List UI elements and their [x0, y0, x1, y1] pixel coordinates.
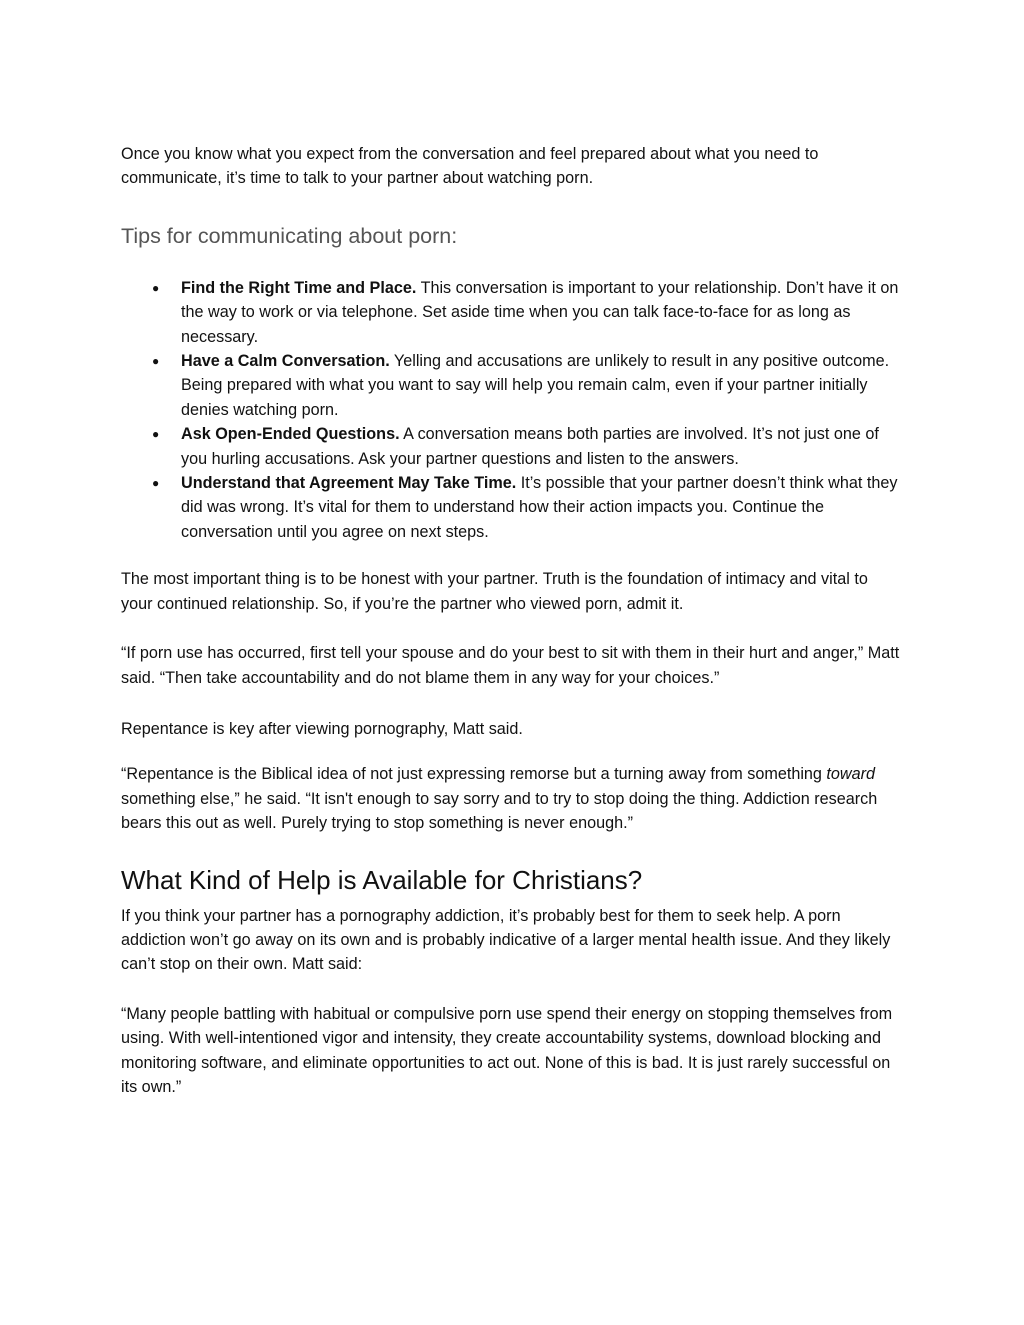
bullet-icon: ● [152, 427, 160, 442]
quote-paragraph-accountability: “If porn use has occurred, first tell your spouse and do your best to sit with them in their hurt and anger,” Matt said. “Then take accountability and do not blame them in any way for your choices.” [121, 644, 900, 687]
intro-paragraph: Once you know what you expect from the conversation and feel prepared about what you need to communicate, it’s time to talk to your partner about watching porn. [121, 145, 819, 188]
document-page [121, 142, 901, 1099]
quote-paragraph-habitual-use: “Many people battling with habitual or compulsive porn use spend their energy on stopping themselves from using. With well-intentioned vigor and intensity, they create accountability systems, download blocking and monitoring software, and eliminate opportunities to act out. None of this is bad. It is just rarely successful on its own.” [121, 1004, 893, 1096]
tip-text: It’s possible that your partner doesn’t think what they did was wrong. It’s vital for them to understand how their action impacts you. Continue the conversation until you agree on next steps. [181, 474, 898, 541]
tip-text: This conversation is important to your relationship. Don’t have it on the way to work or via telephone. Set aside time when you can talk face-to-face for as long as necessary. [181, 278, 899, 346]
tip-text: Yelling and accusations are unlikely to result in any positive outcome. Being prepared with what you want to say will help you remain calm, even if your partner initially denies watching porn. [181, 352, 890, 419]
bullet-icon: ● [152, 354, 160, 369]
tip-lead: Ask Open-Ended Questions. [181, 425, 400, 444]
quote-emphasis: toward [826, 765, 876, 784]
honesty-paragraph: The most important thing is to be honest with your partner. Truth is the foundation of intimacy and vital to your continued relationship. So, if you’re the partner who viewed porn, admit it. [121, 570, 868, 613]
tip-lead: Have a Calm Conversation. [181, 352, 390, 371]
tips-heading: Tips for communicating about porn: [121, 223, 458, 248]
quote-text-before: “Repentance is the Biblical idea of not just expressing remorse but a turning away from something [121, 765, 827, 784]
tip-text: A conversation means both parties are involved. It’s not just one of you hurling accusations. Ask your partner questions and listen to the answers. [181, 425, 879, 468]
help-paragraph: If you think your partner has a pornography addiction, it’s probably best for them to seek help. A porn addiction won’t go away on its own and is probably indicative of a larger mental health issue. And they likely can’t stop on their own. Matt said: [121, 906, 891, 974]
tip-item-right-time [152, 276, 901, 349]
tip-item-calm-conversation [152, 349, 901, 422]
bullet-icon: ● [152, 280, 160, 295]
quote-text-after: something else,” he said. “It isn't enough to say sorry and to try to stop doing the thing. Addiction research bears this out as well. Purely trying to stop something is never enough.” [121, 789, 878, 833]
tip-item-agreement-time [152, 471, 901, 544]
tips-list [121, 276, 901, 544]
tip-item-open-ended-questions [152, 422, 901, 471]
bullet-icon: ● [152, 476, 160, 491]
tip-lead: Understand that Agreement May Take Time. [181, 474, 517, 493]
repentance-paragraph: Repentance is key after viewing pornography, Matt said. [121, 719, 523, 738]
tip-lead: Find the Right Time and Place. [181, 278, 417, 297]
section-heading: What Kind of Help is Available for Christians? [121, 864, 643, 895]
quote-paragraph-repentance [121, 762, 901, 835]
